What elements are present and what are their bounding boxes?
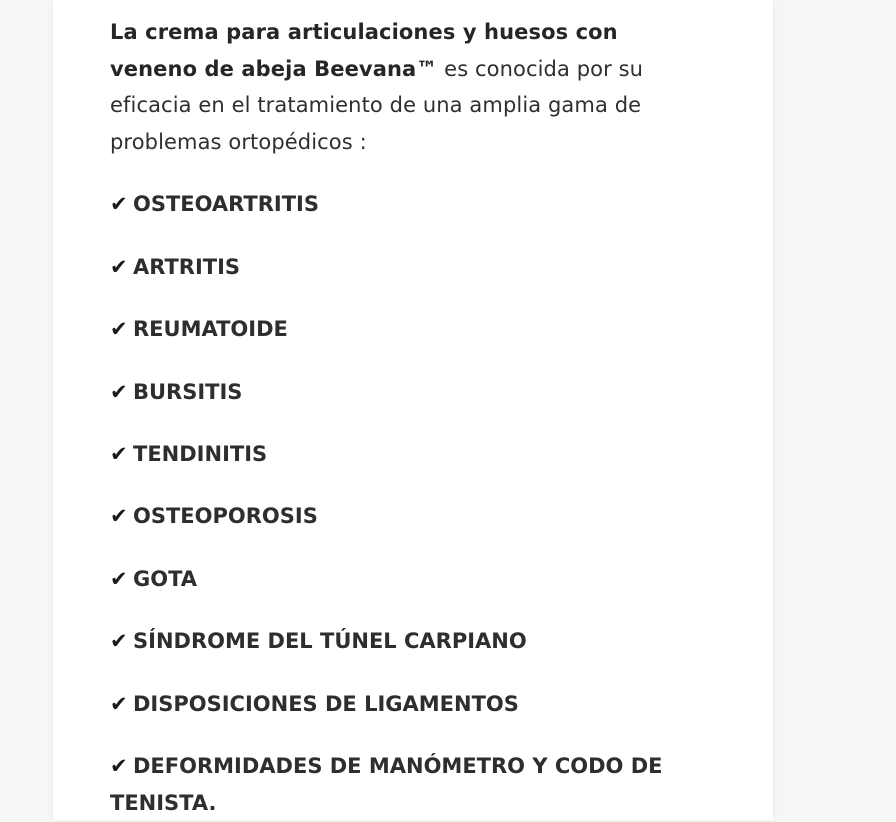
condition-label: DISPOSICIONES DE LIGAMENTOS	[133, 692, 519, 716]
condition-label: GOTA	[133, 567, 198, 591]
check-mark-icon: ✔	[110, 504, 128, 528]
condition-item-gota	[110, 561, 710, 598]
condition-label: SÍNDROME DEL TÚNEL CARPIANO	[133, 629, 527, 653]
condition-label: ARTRITIS	[133, 255, 241, 279]
condition-label: OSTEOPOROSIS	[133, 504, 318, 528]
check-mark-icon: ✔	[110, 754, 128, 778]
condition-item-reumatoide	[110, 311, 710, 348]
condition-label: OSTEOARTRITIS	[133, 192, 319, 216]
check-mark-icon: ✔	[110, 255, 128, 279]
condition-item-tendinitis	[110, 436, 710, 473]
condition-item-bursitis	[110, 374, 710, 411]
condition-item-artritis	[110, 249, 710, 286]
check-mark-icon: ✔	[110, 192, 128, 216]
check-mark-icon: ✔	[110, 317, 128, 341]
condition-label: BURSITIS	[133, 380, 243, 404]
intro-paragraph	[110, 14, 710, 161]
condition-item-sindrome-tunel-carpiano	[110, 623, 710, 660]
condition-label: REUMATOIDE	[133, 317, 288, 341]
intro-product-name: La crema para articulaciones y huesos con veneno de abeja Beevana™	[110, 20, 618, 81]
check-mark-icon: ✔	[110, 380, 128, 404]
intro-description: es conocida por su eficacia en el tratamiento de una amplia gama de problemas ortopédicos :	[110, 56, 644, 155]
condition-label: TENDINITIS	[133, 442, 268, 466]
check-mark-icon: ✔	[110, 629, 128, 653]
condition-item-deformidades-manometro-codo-tenista	[110, 748, 710, 822]
check-mark-icon: ✔	[110, 567, 128, 591]
condition-item-osteoporosis	[110, 498, 710, 535]
condition-item-osteoartritis	[110, 186, 710, 223]
check-mark-icon: ✔	[110, 442, 128, 466]
condition-item-disposiciones-ligamentos	[110, 686, 710, 723]
check-mark-icon: ✔	[110, 692, 128, 716]
condition-label: DEFORMIDADES DE MANÓMETRO Y CODO DE TENISTA.	[110, 754, 663, 815]
